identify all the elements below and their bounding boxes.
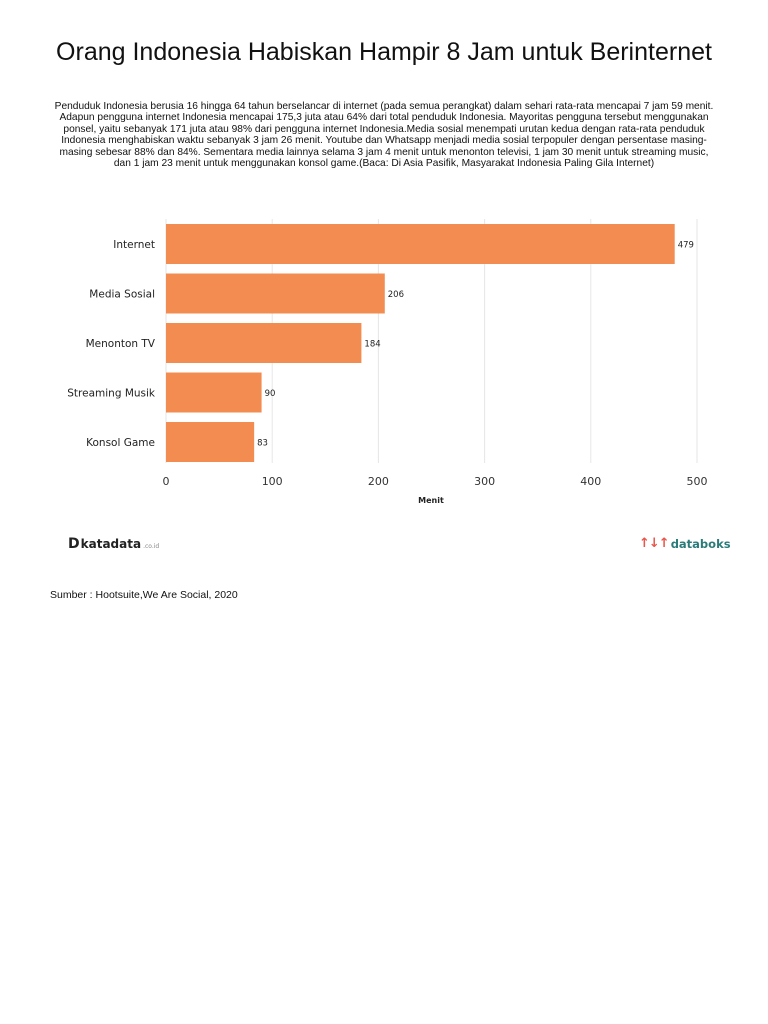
value-label-2: 184 <box>364 339 381 350</box>
x-tick-label-2: 200 <box>367 475 389 488</box>
category-label-2: Menonton TV <box>85 338 155 350</box>
value-label-4: 83 <box>257 438 268 449</box>
bar-3 <box>166 373 262 413</box>
bar-1 <box>166 274 385 314</box>
value-label-3: 90 <box>264 389 276 399</box>
value-label-1: 206 <box>387 290 405 300</box>
source-note: Sumber : Hootsuite,We Are Social, 2020 <box>50 589 238 601</box>
value-label-0: 479 <box>677 240 694 251</box>
databoks-logo <box>639 536 731 551</box>
x-tick-label-3: 300 <box>474 475 496 488</box>
bar-chart <box>0 205 768 515</box>
category-label-4: Konsol Game <box>86 437 155 449</box>
description-text: Penduduk Indonesia berusia 16 hingga 64 tahun berselancar di internet (pada semua perangkat) dalam sehari rata-rata mencapai 7 jam 59 menit. Adapun pengguna internet Indonesia mencapai 175,3 juta atau 64% dari total penduduk Indonesia. Mayoritas pengguna tersebut menggunakan ponsel, yaitu sebanyak 171 juta atau 98% dari pengguna internet Indonesia.Media sosial menempati urutan kedua dengan rata-rata penduduk Indonesia menghabiskan waktu sebanyak 3 jam 26 menit. Youtube dan Whatsapp menjadi media sosial terpopuler dengan persentase masing-masing sebesar 88% dan 84%. Sementara media lainnya selama 3 jam 4 menit untuk menonton televisi, 1 jam 30 menit untuk streaming music, dan 1 jam 23 menit untuk menggunakan konsol game.(Baca: Di Asia Pasifik, Masyarakat Indonesia Paling Gila Internet) <box>54 101 714 170</box>
x-tick-label-5: 500 <box>686 475 708 488</box>
katadata-logo <box>68 536 159 552</box>
page-title: Orang Indonesia Habiskan Hampir 8 Jam untuk Berinternet <box>56 38 712 66</box>
bar-0 <box>166 224 675 264</box>
x-tick-label-1: 100 <box>261 475 283 488</box>
category-label-1: Media Sosial <box>89 288 155 301</box>
bar-4 <box>166 422 254 462</box>
katadata-logo-text: katadata <box>80 537 142 551</box>
category-label-3: Streaming Musik <box>67 387 155 400</box>
katadata-logo-mark: D <box>68 536 80 552</box>
category-label-0: Internet <box>113 239 155 251</box>
databoks-logo-icon: ↑↓↑ <box>639 536 669 551</box>
x-tick-label-4: 400 <box>580 475 602 488</box>
x-tick-label-0: 0 <box>162 475 170 488</box>
x-axis-title: Menit <box>418 496 444 505</box>
katadata-logo-suffix: .co.id <box>143 543 160 550</box>
bar-2 <box>166 323 361 363</box>
databoks-logo-text: databoks <box>670 536 731 551</box>
